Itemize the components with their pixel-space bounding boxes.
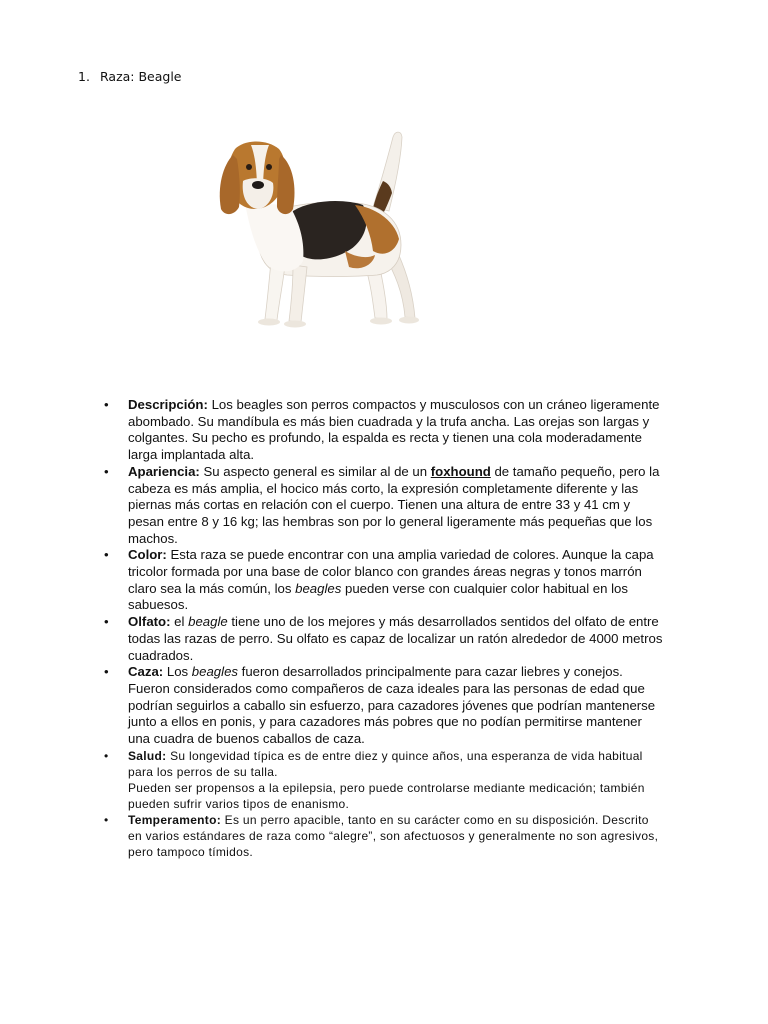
- bullet-icon: •: [104, 748, 109, 763]
- item-text-continued: tiene uno de los mejores y más desarrollados sentidos del olfato de entre todas las razas de perro. Su olfato es capaz de localizar un ratón alrededor de 4000 metros cuadrados.: [128, 614, 663, 663]
- list-item-salud: [104, 748, 664, 812]
- term-label: Olfato:: [128, 614, 171, 630]
- bullet-icon: •: [104, 547, 109, 563]
- list-item-caza: [104, 664, 664, 748]
- bullet-icon: •: [104, 614, 109, 630]
- list-item-apariencia: [104, 464, 664, 548]
- term-label: Color:: [128, 547, 167, 563]
- item-text-continued: pueden verse con cualquier color habitual en los sabuesos.: [128, 580, 628, 613]
- item-text: Esta raza se puede encontrar con una amplia variedad de colores. Aunque la capa tricolor formada por una base de color blanco con grandes áreas negras y tonos marrón claro sea la más común, los: [128, 547, 654, 596]
- list-item-temperamento: [104, 812, 664, 860]
- item-text: Es un perro apacible, tanto en su carácter como en su disposición. Descrito en varios estándares de raza como “alegre”, son afectuosos y generalmente no son agresivos, pero tampoco tímidos.: [128, 812, 659, 859]
- foxhound-link[interactable]: foxhound: [430, 463, 491, 479]
- term-label: Apariencia:: [128, 463, 200, 479]
- breed-details-list: [104, 397, 664, 860]
- item-text: Los: [166, 664, 192, 680]
- list-item-color: [104, 547, 664, 614]
- term-label: Descripción:: [128, 397, 208, 412]
- list-item-olfato: [104, 614, 664, 664]
- item-text: el: [174, 614, 189, 630]
- list-item-descripcion: [104, 397, 664, 464]
- item-text-continued: de tamaño pequeño, pero la cabeza es más amplia, el hocico más corto, la expresión completamente diferente y las piernas más cortas en relación con el cuerpo. Tienen una altura de entre 33 y 41 cm y pesan entre 8 y 16 kg; las hembras son por lo general ligeramente más pequeñas que los machos.: [128, 463, 660, 546]
- item-text-continued: Pueden ser propensos a la epilepsia, pero puede controlarse mediante medicación; también pueden sufrir varios tipos de enanismo.: [128, 780, 645, 811]
- term-label: Caza:: [128, 664, 164, 680]
- term-label: Temperamento:: [128, 812, 222, 827]
- bullet-icon: •: [104, 664, 109, 680]
- item-text-continued: fueron desarrollados principalmente para cazar liebres y conejos. Fueron considerados como compañeros de caza ideales para las personas de edad que podrían seguirlos a caballo sin esfuerzo, para cazadores jóvenes que podrían mantenerse junto a ellos en ponis, y para cazadores más pobres que no podían permitirse mantener una cuadra de buenos caballos de caza.: [128, 664, 656, 747]
- bullet-icon: •: [104, 397, 109, 412]
- bullet-icon: •: [104, 463, 109, 479]
- term-label: Salud:: [128, 748, 167, 763]
- item-text: Los beagles son perros compactos y musculosos con un cráneo ligeramente abombado. Su mandíbula es más bien cuadrada y la trufa ancha. Las orejas son largas y colgantes. Su pecho es profundo, la espalda es recta y tienen una cola moderadamente larga implantada alta.: [128, 397, 660, 463]
- italic-term: beagle: [188, 614, 228, 630]
- bullet-icon: •: [104, 812, 109, 827]
- heading-text: Raza: Beagle: [100, 69, 182, 84]
- beagle-image: [205, 125, 420, 335]
- item-text: Su longevidad típica es de entre diez y quince años, una esperanza de vida habitual para los perros de su talla.: [128, 748, 643, 779]
- section-heading: [78, 69, 182, 84]
- italic-term: beagles: [295, 580, 342, 596]
- item-text: Su aspecto general es similar al de un: [203, 463, 431, 479]
- italic-term: beagles: [191, 664, 238, 680]
- heading-number: 1.: [78, 69, 90, 84]
